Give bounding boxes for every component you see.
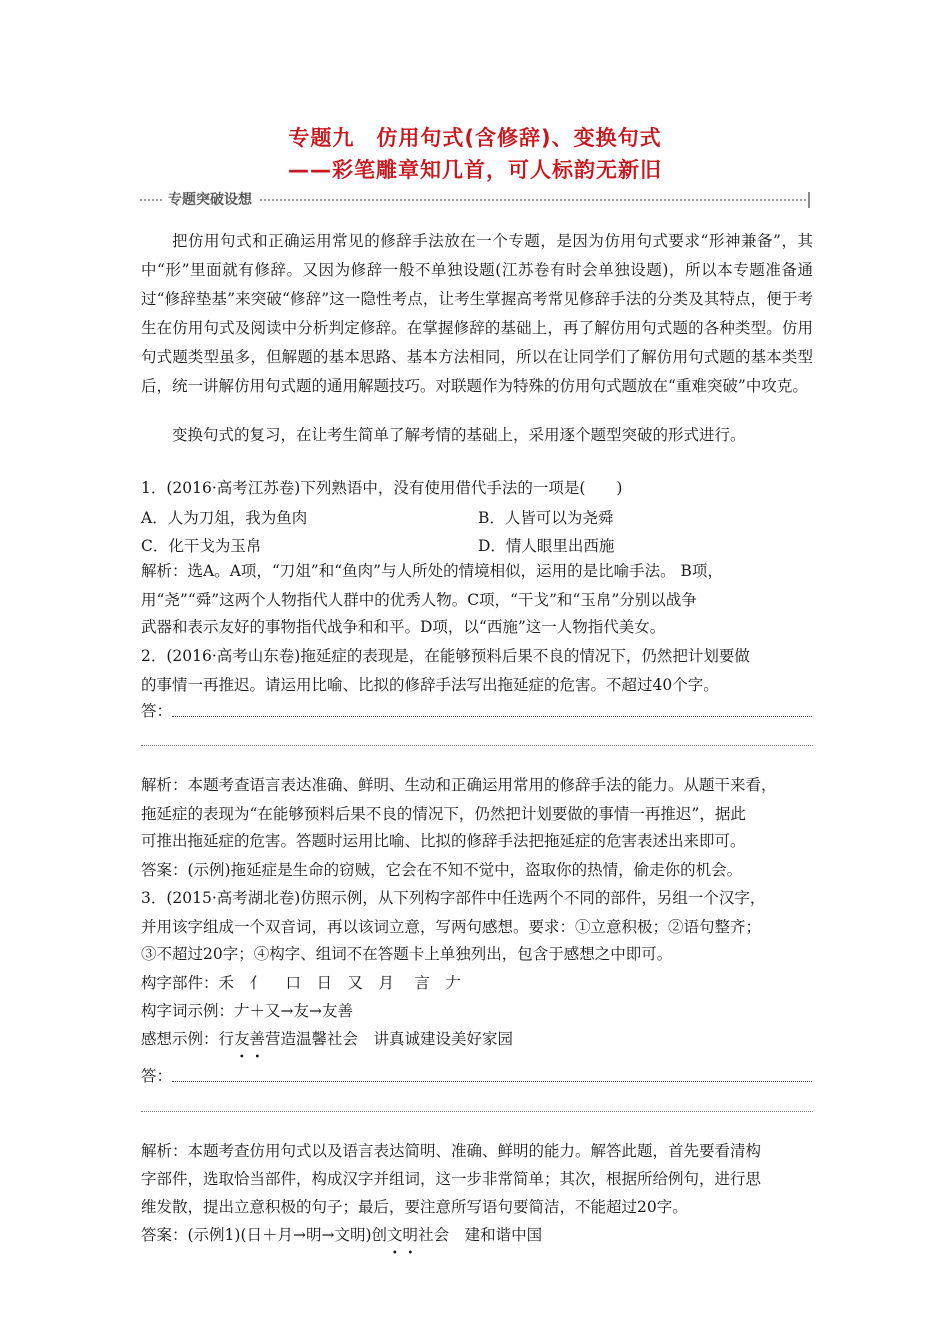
question-3-analysis-line-3: 维发散，提出立意积极的句子；最后，要注意所写语句要简洁，不能超过20字。	[141, 1198, 688, 1216]
feel-label: 感想示例：行	[141, 1030, 235, 1048]
page-title: 专题九 仿用句式(含修辞)、变换句式	[288, 126, 662, 150]
question-3-parts	[141, 969, 813, 998]
question-1-stem: 1．(2016·高考江苏卷)下列熟语中，没有使用借代手法的一项是( )	[141, 479, 623, 497]
question-2-answer: 答案：(示例)拖延症是生命的窃贼，它会在不知不觉中，盗取你的热情，偷走你的机会。	[141, 861, 743, 879]
question-3-answer	[141, 1221, 813, 1250]
question-2-answer-line-2[interactable]	[141, 745, 813, 746]
question-3-analysis-line-2: 字部件，选取恰当部件，构成汉字并组词，这一步非常简单；其次，根据所给例句，进行思	[141, 1170, 762, 1188]
question-3-answer-line-2[interactable]	[141, 1111, 813, 1112]
question-3-answer-label: 答：	[141, 1067, 173, 1085]
section-bar-end	[808, 192, 810, 208]
question-2-analysis-line-1: 解析：本题考查语言表达准确、鲜明、生动和正确运用常用的修辞手法的能力。从题干来看，	[141, 776, 777, 794]
question-3-stem-line-3: ③不超过20字；④构字、组词不在答题卡上单独列出，包含于感想之中即可。	[141, 945, 673, 963]
answer-suffix: 社会 建和谐中国	[418, 1226, 543, 1244]
question-1-option-d: D．情人眼里出西施	[478, 537, 615, 555]
emphasized-char: 善	[249, 1030, 266, 1048]
section-bar	[140, 190, 810, 210]
question-1-analysis-line-1: 解析：选A。A项，“刀俎”和“鱼肉”与人所处的情境相似，运用的是比喻手法。 B项，	[141, 562, 723, 580]
parts-label: 构字部件：	[141, 974, 219, 992]
question-3-stem-line-2: 并用该字组成一个双音词，再以该词立意，写两句感想。要求：①立意积极；②语句整齐；	[141, 918, 762, 936]
emphasized-char: 明	[402, 1226, 419, 1244]
question-3-example	[141, 997, 813, 1026]
emphasized-char: 文	[387, 1226, 403, 1244]
question-3-stem-line-1: 3．(2015·高考湖北卷)仿照示例，从下列构字部件中任选两个不同的部件，另组一个汉字，	[141, 889, 766, 907]
question-1-option-a: A．人为刀俎，我为鱼肉	[141, 509, 308, 527]
question-3-feel-example	[141, 1025, 813, 1054]
answer-prefix: 答案：(示例1)(日＋月→明→文明)创	[141, 1226, 388, 1244]
intro-paragraph-1: 把仿用句式和正确运用常见的修辞手法放在一个专题，是因为仿用句式要求“形神兼备”，其中“形”里面就有修辞。又因为修辞一般不单独设题(江苏卷有时会单独设题)，所以本专题准备通过“修辞垫基”来突破“修辞”这一隐性考点，让考生掌握高考常见修辞手法的分类及其特点，便于考生在仿用句式及阅读中分析判定修辞。在掌握修辞的基础上，再了解仿用句式题的各种类型。仿用句式题类型虽多，但解题的基本思路、基本方法相同，所以在让同学们了解仿用句式题的基本类型后，统一讲解仿用句式题的通用解题技巧。对联题作为特殊的仿用句式题放在“重难突破”中攻克。	[141, 232, 813, 395]
question-2-stem-line-1: 2．(2016·高考山东卷)拖延症的表现是，在能够预料后果不良的情况下，仍然把计划要做	[141, 647, 750, 665]
question-1-option-c: C．化干戈为玉帛	[141, 537, 262, 555]
intro-paragraph-2: 变换句式的复习，在让考生简单了解考情的基础上，采用逐个题型突破的形式进行。	[172, 426, 746, 444]
question-2-stem-line-2: 的事情一再推迟。请运用比喻、比拟的修辞手法写出拖延症的危害。不超过40个字。	[141, 676, 719, 694]
emphasized-char: 友	[234, 1030, 250, 1048]
question-2-answer-line[interactable]	[172, 716, 812, 717]
question-1-analysis-line-3: 武器和表示友好的事物指代战争和和平。D项，以“西施”这一人物指代美女。	[141, 618, 666, 636]
example-label: 构字词示例：	[141, 1002, 235, 1020]
question-1-analysis-line-2: 用“尧”“舜”这两个人物指代人群中的优秀人物。C项，“干戈”和“玉帛”分别以战争	[141, 591, 697, 609]
question-1-option-b: B．人皆可以为尧舜	[478, 509, 614, 527]
question-3-answer-line[interactable]	[172, 1081, 812, 1082]
question-2-analysis-line-3: 可推出拖延症的危害。答题时运用比喻、比拟的修辞手法把拖延症的危害表述出来即可。	[141, 832, 746, 850]
question-3-analysis-line-1: 解析：本题考查仿用句式以及语言表达简明、准确、鲜明的能力。解答此题，首先要看清构	[141, 1142, 762, 1160]
section-tag: 专题突破设想	[162, 190, 258, 210]
question-2-answer-label: 答：	[141, 702, 173, 720]
parts-list: 禾 亻 口 日 又 月 言 𠂇	[218, 974, 461, 992]
page-subtitle: ——彩笔雕章知几首，可人标韵无新旧	[288, 158, 662, 182]
question-2-analysis-line-2: 拖延症的表现为“在能够预料后果不良的情况下，仍然把计划要做的事情一再推迟”，据此	[141, 805, 746, 823]
example-text: 𠂇＋又→友→友善	[234, 1002, 353, 1020]
feel-text: 营造温馨社会 讲真诚建设美好家园	[265, 1030, 514, 1048]
